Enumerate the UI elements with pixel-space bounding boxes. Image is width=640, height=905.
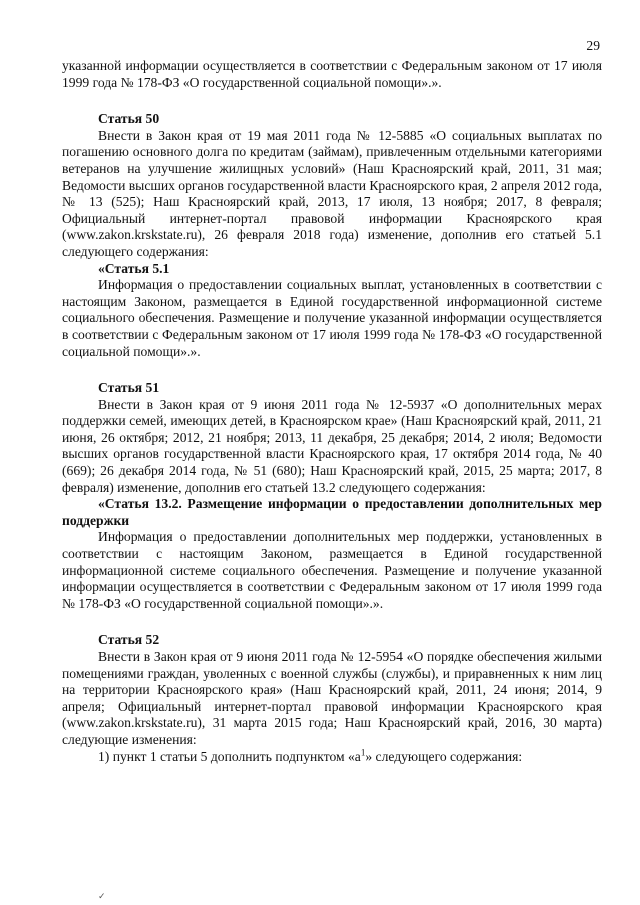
article-52 (62, 632, 602, 765)
item-1-superscript: 1 (360, 747, 366, 758)
article-52-intro: Внести в Закон края от 9 июня 2011 года № 12-5954 «О порядке обеспечения жилыми помещениями граждан, уволенных с военной службы (службы), и приравненных к ним лиц на территории Красноярского края» (Наш Красноярский край, 2011, 24 июня; 2014, 9 апреля; Официальный интернет-портал правовой информации Красноярского края (www.zakon.krskstate.ru), 31 марта 2015 года; Наш Красноярский край, 2016, 30 марта) следующие изменения: (62, 649, 602, 747)
page-number: 29 (586, 38, 600, 53)
continuation-paragraph: указанной информации осуществляется в соответствии с Федеральным законом от 17 июля 1999 года № 178-ФЗ «О государственной социальной помощи».». (62, 58, 602, 90)
article-52-heading: Статья 52 (98, 632, 160, 648)
article-51-sub-text: Информация о предоставлении дополнительных мер поддержки, установленных в соответствии с настоящим Законом, размещается в Единой государственной информационной системе социального обеспечения. Размещение и получение указанной информации осуществляется в соответствии с Федеральным законом от 17 июля 1999 года № 178-ФЗ «О государственной социальной помощи».». (62, 529, 602, 611)
footer-check-mark: ✓ (98, 891, 106, 901)
item-1-suffix: » следующего содержания: (365, 748, 523, 764)
article-50-sub-heading: «Статья 5.1 (98, 260, 170, 276)
article-50-sub-text: Информация о предоставлении социальных выплат, установленных в соответствии с настоящим Законом, размещается в Единой государственной информационной системе социального обеспечения. Размещение и получение указанной информации осуществляется в соответствии с Федеральным законом от 17 июля 1999 года № 178-ФЗ «О государственной социальной помощи».». (62, 277, 602, 359)
article-51-heading: Статья 51 (98, 380, 160, 396)
article-51 (62, 380, 602, 612)
article-52-item-1 (62, 749, 602, 766)
article-50-heading: Статья 50 (98, 111, 160, 127)
document-body (62, 58, 602, 765)
article-51-sub-heading: «Статья 13.2. Размещение информации о предоставлении дополнительных мер поддержки (62, 496, 602, 528)
article-51-intro: Внести в Закон края от 9 июня 2011 года № 12-5937 «О дополнительных мерах поддержки семей, имеющих детей, в Красноярском крае» (Наш Красноярский край, 2011, 21 июня, 26 октября; 2012, 21 ноября; 2013, 11 декабря, 25 декабря; 2014, 2 июля; Ведомости высших органов государственной власти Красноярского края, 17 октября 2014 года, № 40 (669); 26 декабря 2014 года, № 51 (680); Наш Красноярский край, 2015, 25 марта; 2017, 8 февраля) изменение, дополнив его статьей 13.2 следующего содержания: (62, 396, 602, 495)
article-50 (62, 111, 602, 360)
item-1-prefix: 1) пункт 1 статьи 5 дополнить подпунктом «а (98, 748, 361, 764)
article-50-intro: Внести в Закон края от 19 мая 2011 года № 12-5885 «О социальных выплатах по погашению основного долга по кредитам (займам), привлеченным отдельными категориями ветеранов на улучшение жилищных условий» (Наш Красноярский край, 2011, 31 мая; Ведомости высших органов государственной власти Красноярского края, 2 апреля 2012 года, № 13 (525); Наш Красноярский край, 2013, 17 июля, 13 ноября; 2017, 8 февраля; Официальный интернет-портал правовой информации Красноярского края (www.zakon.krskstate.ru), 26 февраля 2018 года) изменение, дополнив его статьей 5.1 следующего содержания: (62, 127, 602, 259)
